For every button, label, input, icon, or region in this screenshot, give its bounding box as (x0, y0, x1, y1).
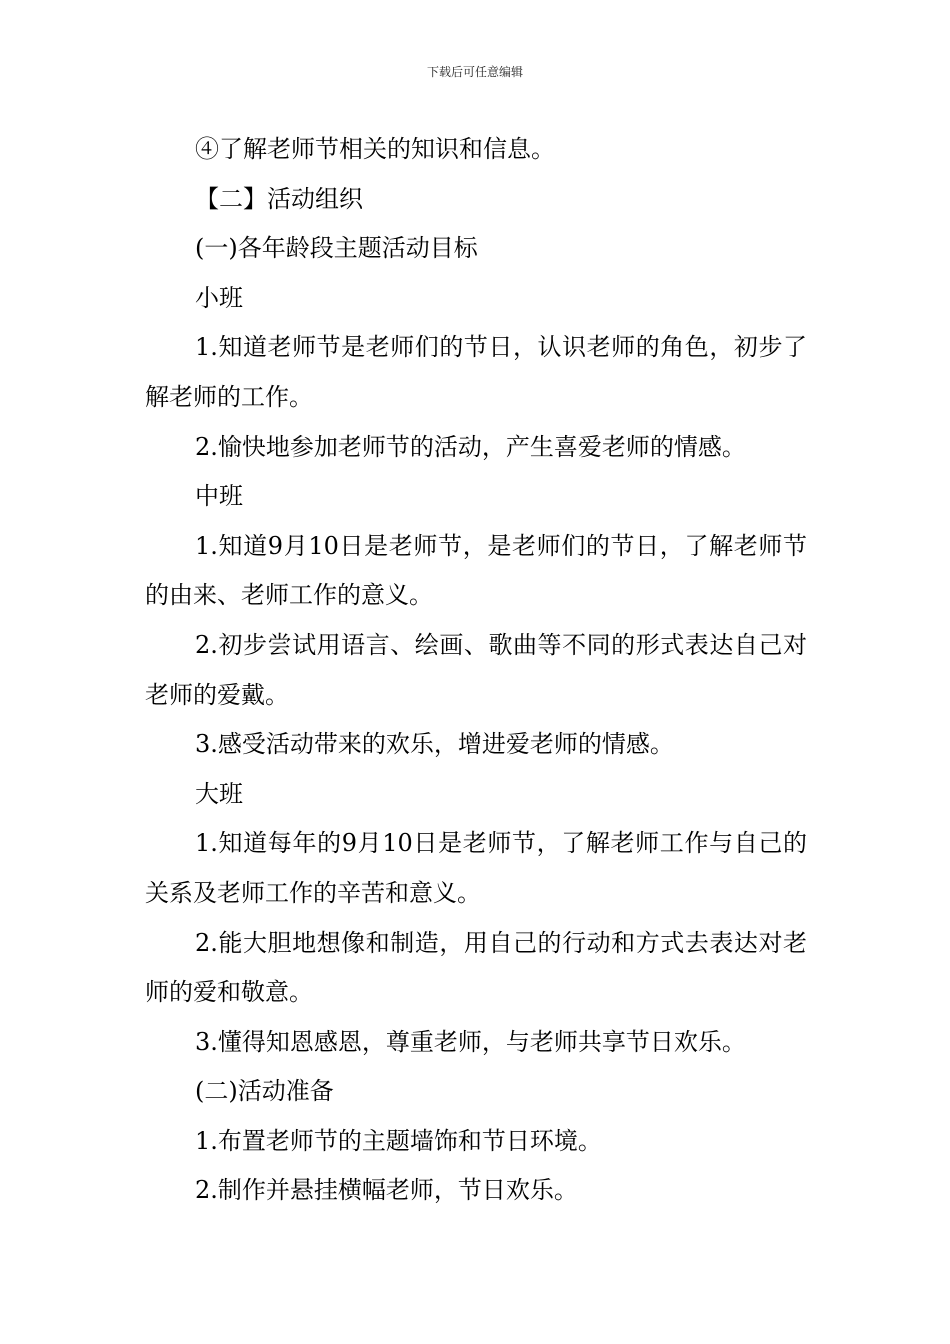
class-heading-small: 小班 (195, 283, 243, 312)
section-heading-activity-organization: 【二】活动组织 (195, 184, 363, 213)
paragraph-middle-goal-1: 1.知道9月10日是老师节，是老师们的节日，了解老师节的由来、老师工作的意义。 (145, 531, 807, 610)
document-body (145, 125, 807, 1216)
subsection-heading-age-goals: (一)各年龄段主题活动目标 (195, 234, 478, 263)
paragraph-objective-4: ④了解老师节相关的知识和信息。 (195, 135, 555, 163)
class-heading-middle: 中班 (195, 482, 243, 511)
subsection-heading-preparation: (二)活动准备 (195, 1077, 334, 1106)
page-header: 下载后可任意编辑 (426, 65, 523, 79)
paragraph-preparation-2: 2.制作并悬挂横幅老师，节日欢乐。 (195, 1176, 578, 1205)
class-heading-large: 大班 (195, 779, 243, 808)
paragraph-small-goal-2: 2.愉快地参加老师节的活动，产生喜爱老师的情感。 (195, 432, 746, 461)
paragraph-large-goal-3: 3.懂得知恩感恩，尊重老师，与老师共享节日欢乐。 (195, 1027, 746, 1056)
paragraph-middle-goal-3: 3.感受活动带来的欢乐，增进爱老师的情感。 (195, 730, 674, 759)
paragraph-large-goal-1: 1.知道每年的9月10日是老师节，了解老师工作与自己的关系及老师工作的辛苦和意义。 (145, 829, 807, 907)
paragraph-large-goal-2: 2.能大胆地想像和制造，用自己的行动和方式去表达对老师的爱和敬意。 (145, 928, 807, 1007)
paragraph-preparation-1: 1.布置老师节的主题墙饰和节日环境。 (195, 1126, 602, 1155)
paragraph-small-goal-1: 1.知道老师节是老师们的节日，认识老师的角色，初步了解老师的工作。 (145, 333, 807, 411)
paragraph-middle-goal-2: 2.初步尝试用语言、绘画、歌曲等不同的形式表达自己对老师的爱戴。 (145, 630, 807, 709)
